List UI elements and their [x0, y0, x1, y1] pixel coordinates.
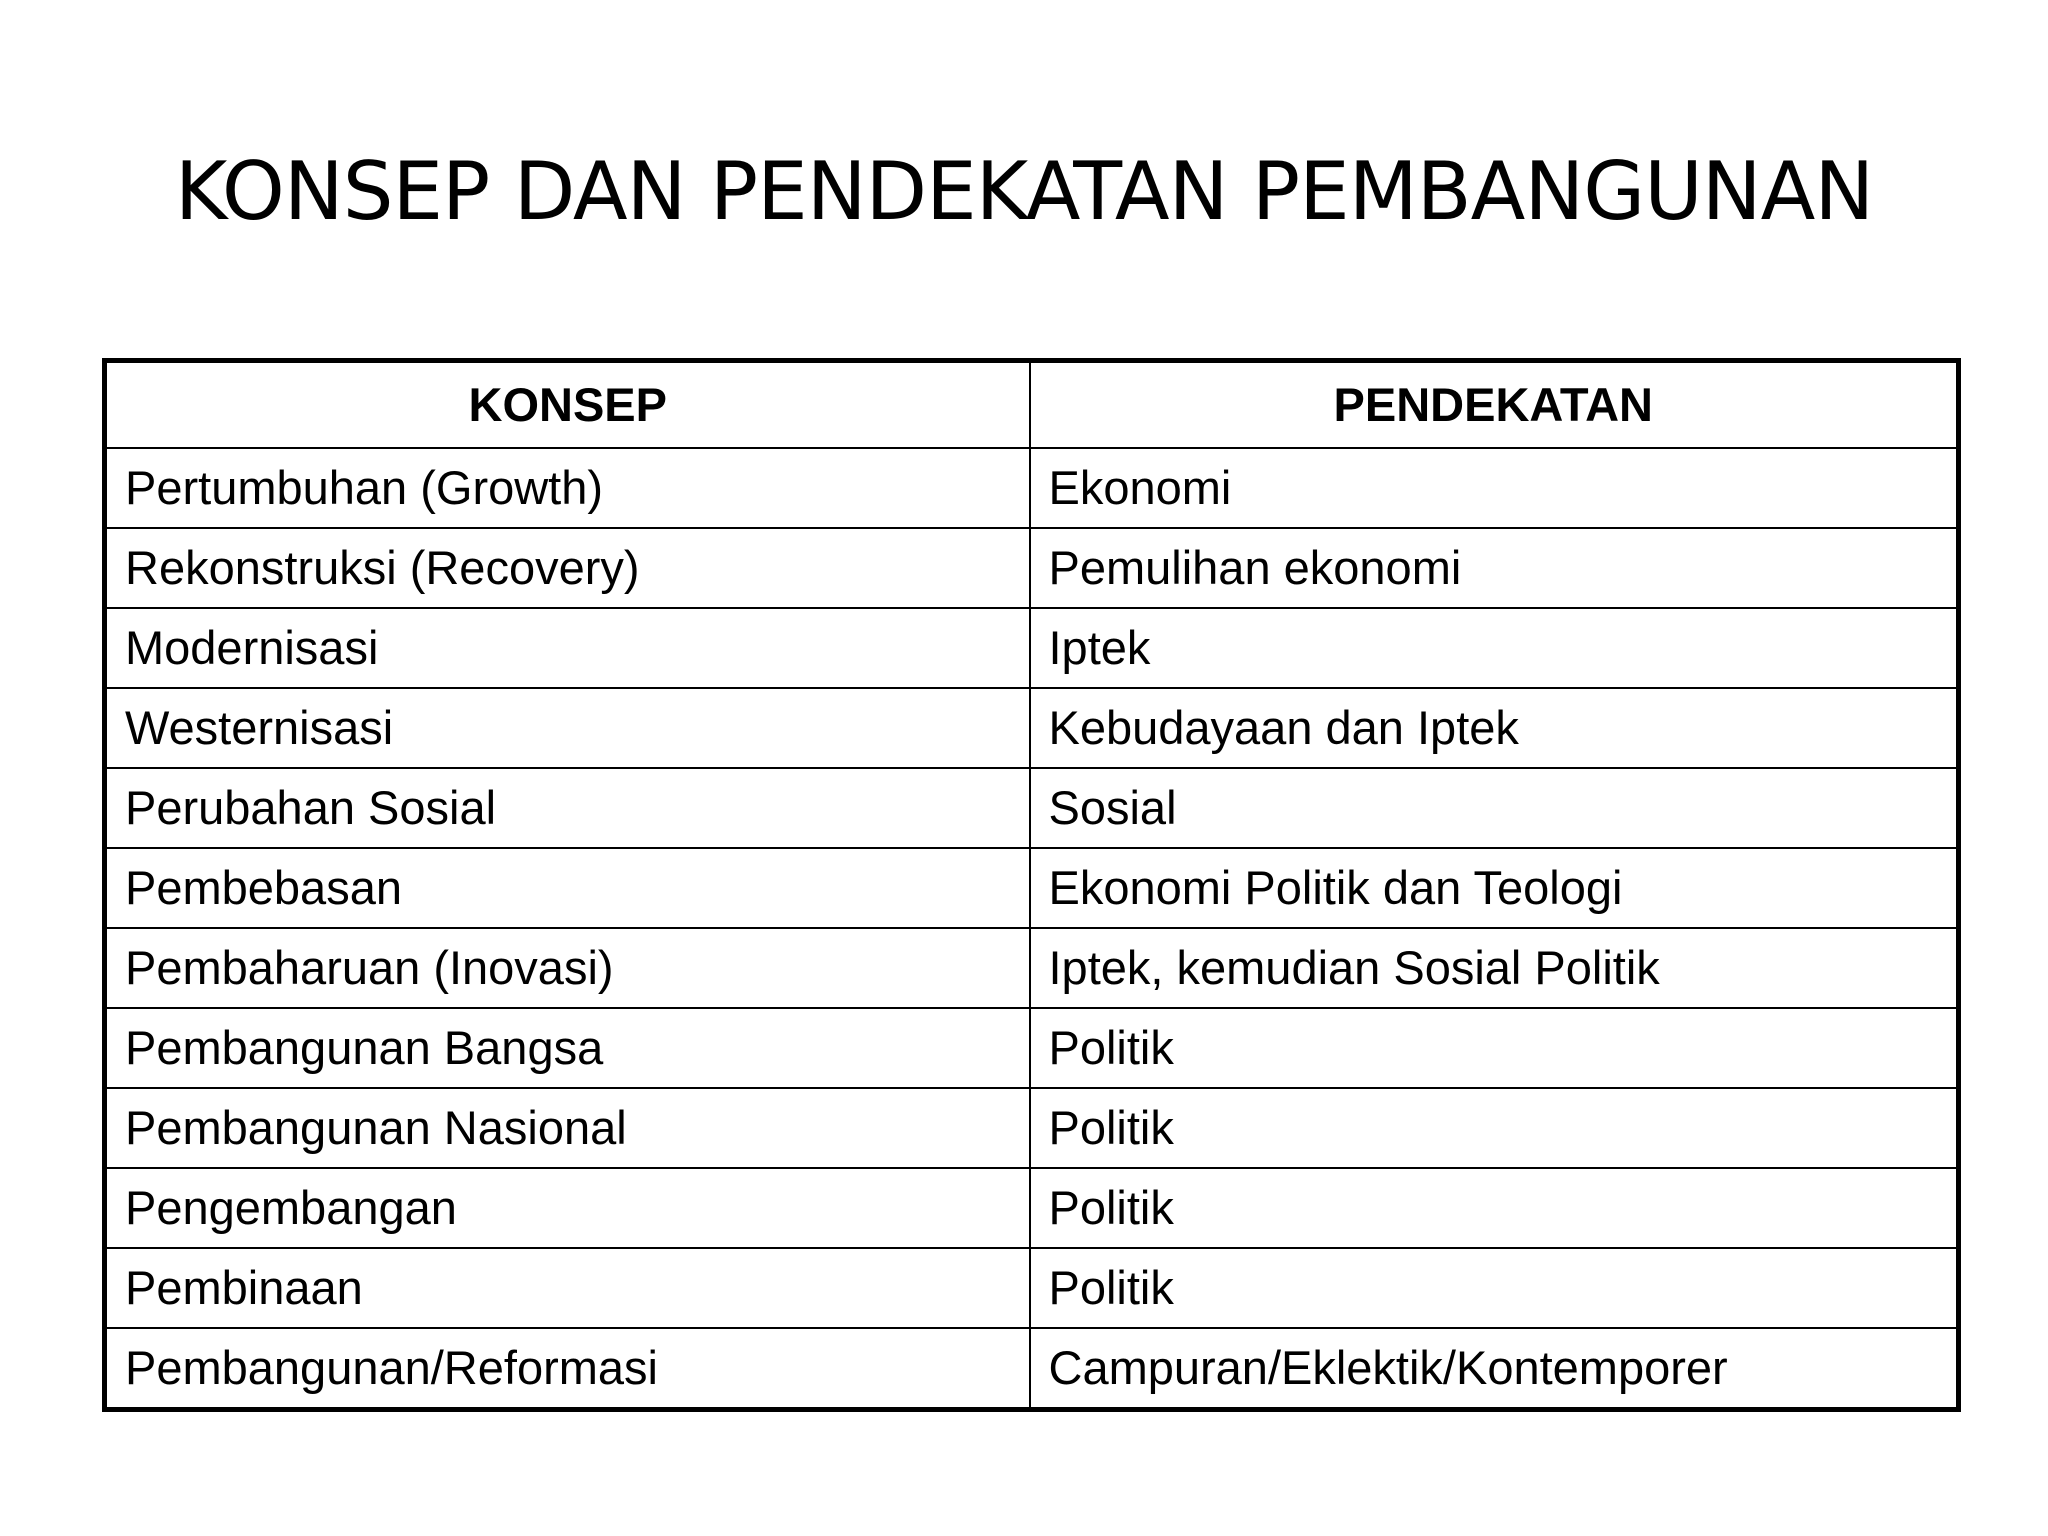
konsep-cell: Westernisasi [105, 688, 1030, 768]
table-row [105, 528, 1959, 608]
header-pendekatan: PENDEKATAN [1030, 361, 1959, 449]
concept-approach-table [102, 358, 1961, 1412]
table-row [105, 1248, 1959, 1328]
table-row [105, 1328, 1959, 1410]
konsep-cell: Pembebasan [105, 848, 1030, 928]
table-row [105, 848, 1959, 928]
konsep-cell: Modernisasi [105, 608, 1030, 688]
konsep-cell: Pengembangan [105, 1168, 1030, 1248]
pendekatan-cell: Politik [1030, 1248, 1959, 1328]
konsep-cell: Pembangunan Nasional [105, 1088, 1030, 1168]
pendekatan-cell: Kebudayaan dan Iptek [1030, 688, 1959, 768]
table-header-row [105, 361, 1959, 449]
pendekatan-cell: Sosial [1030, 768, 1959, 848]
table-row [105, 928, 1959, 1008]
pendekatan-cell: Politik [1030, 1008, 1959, 1088]
konsep-cell: Pembangunan/Reformasi [105, 1328, 1030, 1410]
konsep-cell: Pembaharuan (Inovasi) [105, 928, 1030, 1008]
pendekatan-cell: Pemulihan ekonomi [1030, 528, 1959, 608]
slide-title: KONSEP DAN PENDEKATAN PEMBANGUNAN [174, 145, 1874, 238]
pendekatan-cell: Campuran/Eklektik/Kontemporer [1030, 1328, 1959, 1410]
pendekatan-cell: Iptek, kemudian Sosial Politik [1030, 928, 1959, 1008]
table-row [105, 448, 1959, 528]
pendekatan-cell: Ekonomi [1030, 448, 1959, 528]
konsep-cell: Pembinaan [105, 1248, 1030, 1328]
pendekatan-cell: Ekonomi Politik dan Teologi [1030, 848, 1959, 928]
pendekatan-cell: Politik [1030, 1168, 1959, 1248]
pendekatan-cell: Politik [1030, 1088, 1959, 1168]
konsep-cell: Pembangunan Bangsa [105, 1008, 1030, 1088]
header-konsep: KONSEP [105, 361, 1030, 449]
table-row [105, 608, 1959, 688]
konsep-cell: Rekonstruksi (Recovery) [105, 528, 1030, 608]
table-row [105, 688, 1959, 768]
pendekatan-cell: Iptek [1030, 608, 1959, 688]
konsep-cell: Perubahan Sosial [105, 768, 1030, 848]
table-row [105, 1168, 1959, 1248]
table-row [105, 1088, 1959, 1168]
konsep-cell: Pertumbuhan (Growth) [105, 448, 1030, 528]
table-row [105, 768, 1959, 848]
table-row [105, 1008, 1959, 1088]
